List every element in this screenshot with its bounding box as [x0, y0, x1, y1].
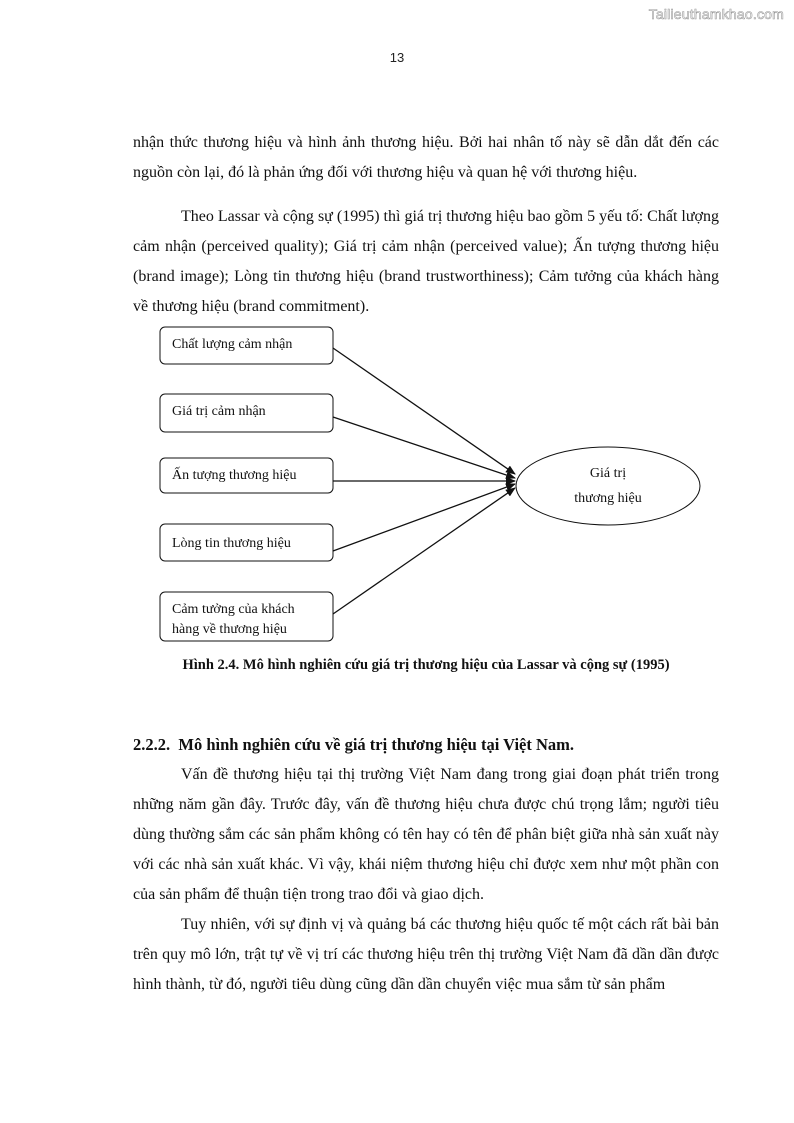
paragraph-3-text: Vấn đề thương hiệu tại thị trường Việt Nam đang trong giai đoạn phát triển trong những năm gần đây. Trước đây, vấn đề thương hiệu chưa được chú trọng lắm; người tiêu dùng thường sắm các sản phẩm không có tên hay có tên để phân biệt giữa nhà sản xuất này với các nhà sản xuất khác. Vì vậy, khái niệm thương hiệu chỉ được xem như một phần con của sản phẩm để thuận tiện trong trao đổi và giao dịch. — [133, 766, 719, 903]
page-number: 13 — [389, 50, 405, 65]
section-number: 2.2.2. — [133, 735, 171, 754]
paragraph-1-text: nhận thức thương hiệu và hình ảnh thương hiệu. Bởi hai nhân tố này sẽ dẫn dắt đến các nguồn còn lại, đó là phản ứng đối với thương hiệu và quan hệ với thương hiệu. — [133, 134, 719, 181]
paragraph-2-text: Theo Lassar và cộng sự (1995) thì giá trị thương hiệu bao gồm 5 yếu tố: Chất lượng cảm nhận (perceived quality); Giá trị cảm nhận (perceived value); Ấn tượng thương hiệu (brand image); Lòng tin thương hiệu (brand trustworthiness); Cảm tưởng của khách hàng về thương hiệu (brand commitment). — [133, 208, 719, 315]
factor-box-4 — [160, 524, 333, 561]
factor-2-label: Giá trị cảm nhận — [172, 404, 266, 419]
paragraph-4-text: Tuy nhiên, với sự định vị và quảng bá các thương hiệu quốc tế một cách rất bài bản trên quy mô lớn, trật tự về vị trí các thương hiệu trên thị trường Việt Nam đã dần dần được hình thành, từ đó, người tiêu dùng cũng dần dần chuyển việc mua sắm từ sản phẩm — [133, 916, 719, 993]
section-heading — [133, 732, 719, 758]
arrow-5 — [333, 488, 515, 614]
factor-box-2 — [160, 394, 333, 432]
outcome-label-line2: thương hiệu — [574, 491, 642, 506]
figure-caption: Hình 2.4. Mô hình nghiên cứu giá trị thương hiệu của Lassar và cộng sự (1995) — [182, 657, 670, 673]
arrow-4 — [333, 484, 515, 551]
factor-1-label: Chất lượng cảm nhận — [172, 337, 293, 352]
arrow-2 — [333, 417, 515, 478]
section-title: Mô hình nghiên cứu về giá trị thương hiệu tại Việt Nam. — [178, 735, 575, 754]
factor-4-label: Lòng tin thương hiệu — [172, 536, 291, 551]
factor-5-label-line1: Cảm tưởng của khách — [172, 602, 295, 617]
section-body — [133, 760, 719, 1000]
factor-box-1 — [160, 327, 333, 364]
watermark: Tailieuthamkhao.com — [648, 6, 784, 22]
factor-3-label: Ấn tượng thương hiệu — [172, 468, 297, 483]
factor-5-label-line2: hàng về thương hiệu — [172, 622, 287, 637]
arrow-1 — [333, 348, 515, 474]
outcome-ellipse — [516, 447, 700, 525]
factor-box-3 — [160, 458, 333, 493]
factor-box-5 — [160, 592, 333, 641]
outcome-label-line1: Giá trị — [589, 466, 627, 481]
